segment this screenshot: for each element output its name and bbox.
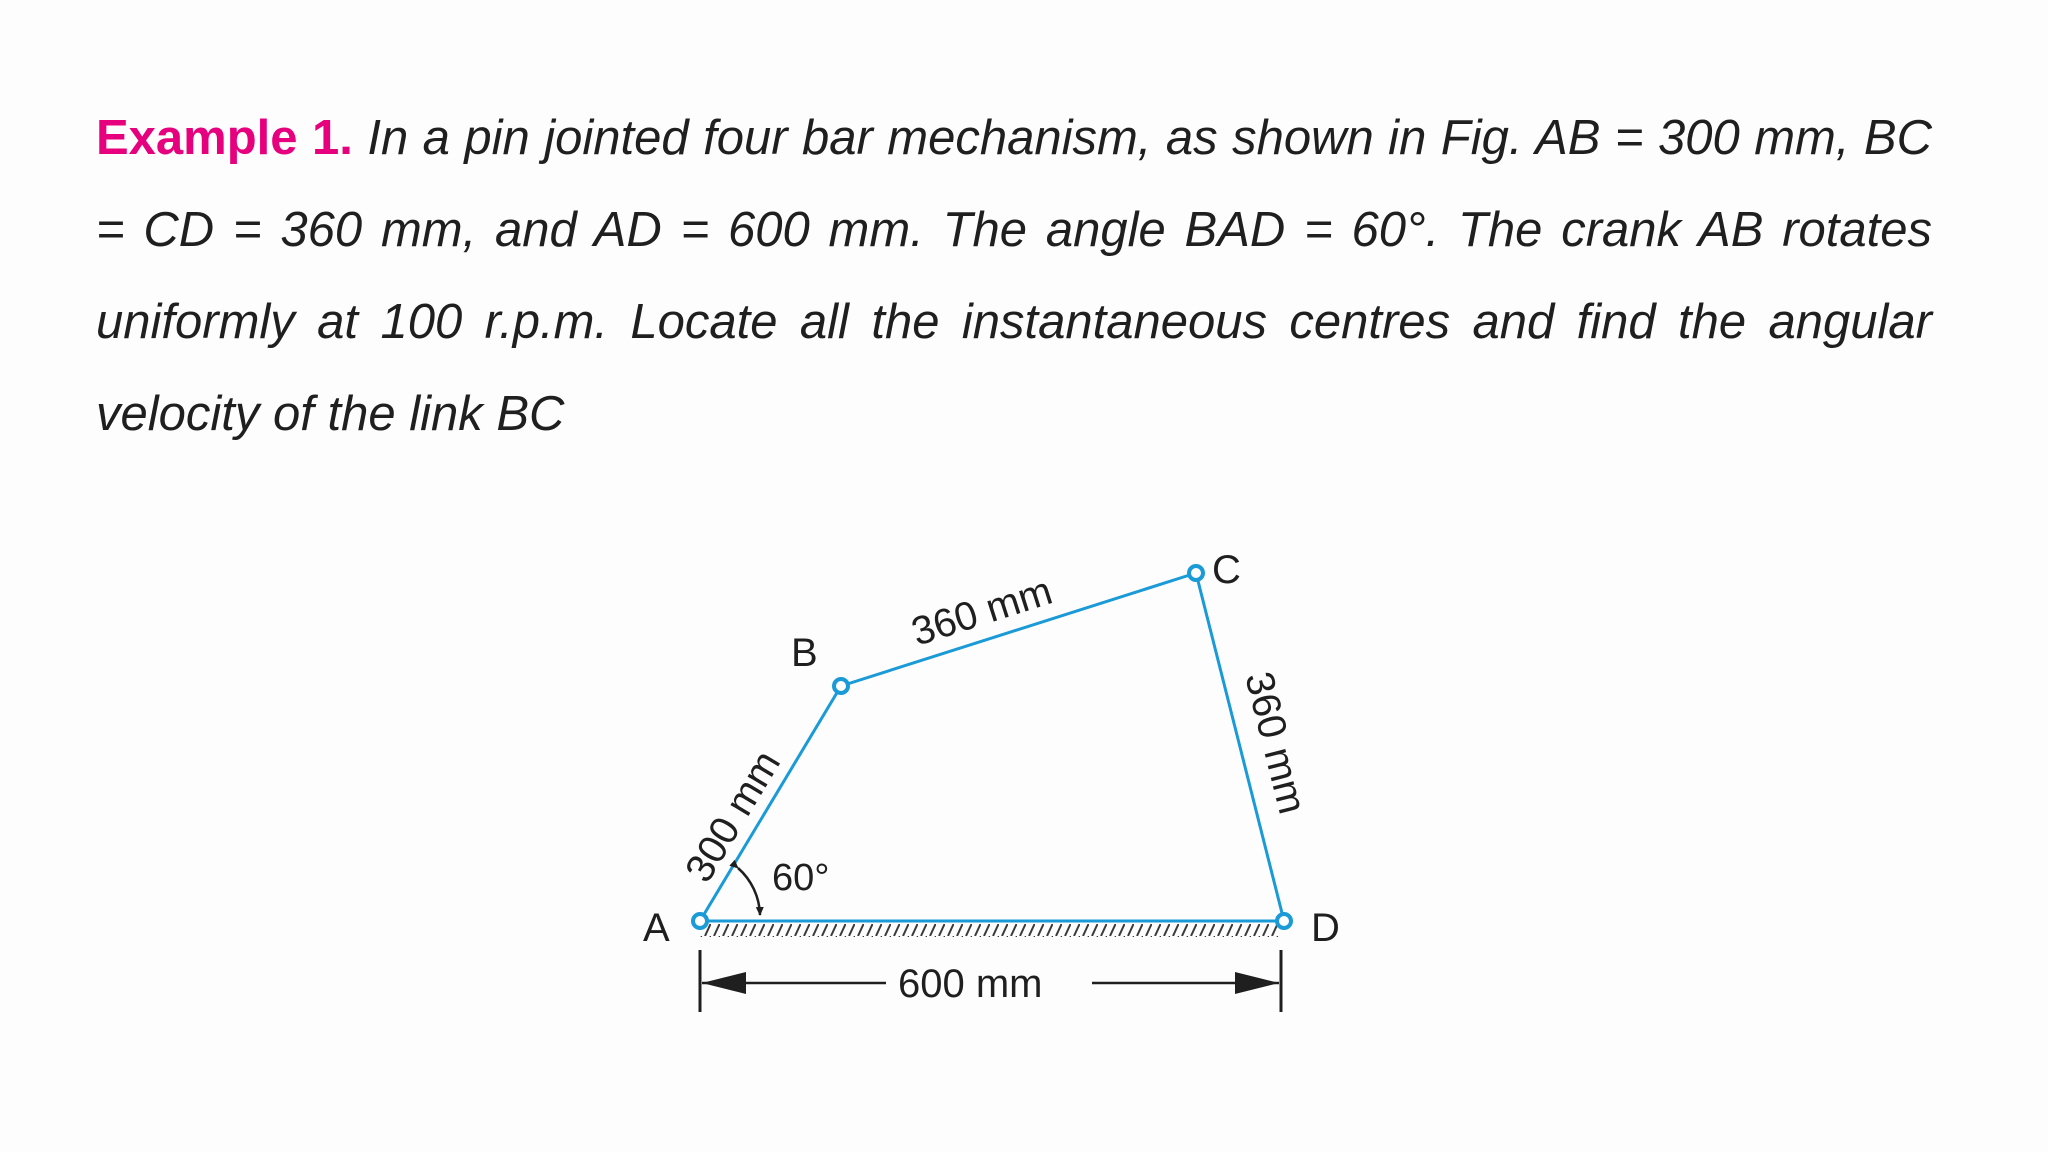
joint-c xyxy=(1189,566,1203,580)
label-ab: 300 mm xyxy=(676,743,790,890)
example-label: Example 1. xyxy=(96,111,353,165)
label-c: C xyxy=(1212,548,1241,592)
label-angle: 60° xyxy=(772,857,830,899)
joint-b xyxy=(834,679,848,693)
dim-arrow-right xyxy=(1235,972,1279,994)
angle-arc xyxy=(738,868,760,915)
label-bc: 360 mm xyxy=(906,568,1058,655)
label-d: D xyxy=(1311,906,1340,950)
dim-arrow-left xyxy=(702,972,746,994)
label-b: B xyxy=(791,631,818,675)
joint-a xyxy=(693,914,707,928)
joint-d xyxy=(1277,914,1291,928)
problem-text: In a pin jointed four bar mechanism, as shown in Fig. AB = 300 mm, BC = CD = 360 mm, and AD = 600 mm. The angle BAD = 60°. The crank AB rotates uniformly at 100 r.p.m. Locate all the instantaneous centres and find the angular velocity of the link BC xyxy=(96,111,1933,441)
ground-hatching xyxy=(700,924,1280,937)
label-cd: 360 mm xyxy=(1236,667,1315,819)
label-ad: 600 mm xyxy=(898,962,1043,1006)
label-a: A xyxy=(643,906,670,950)
